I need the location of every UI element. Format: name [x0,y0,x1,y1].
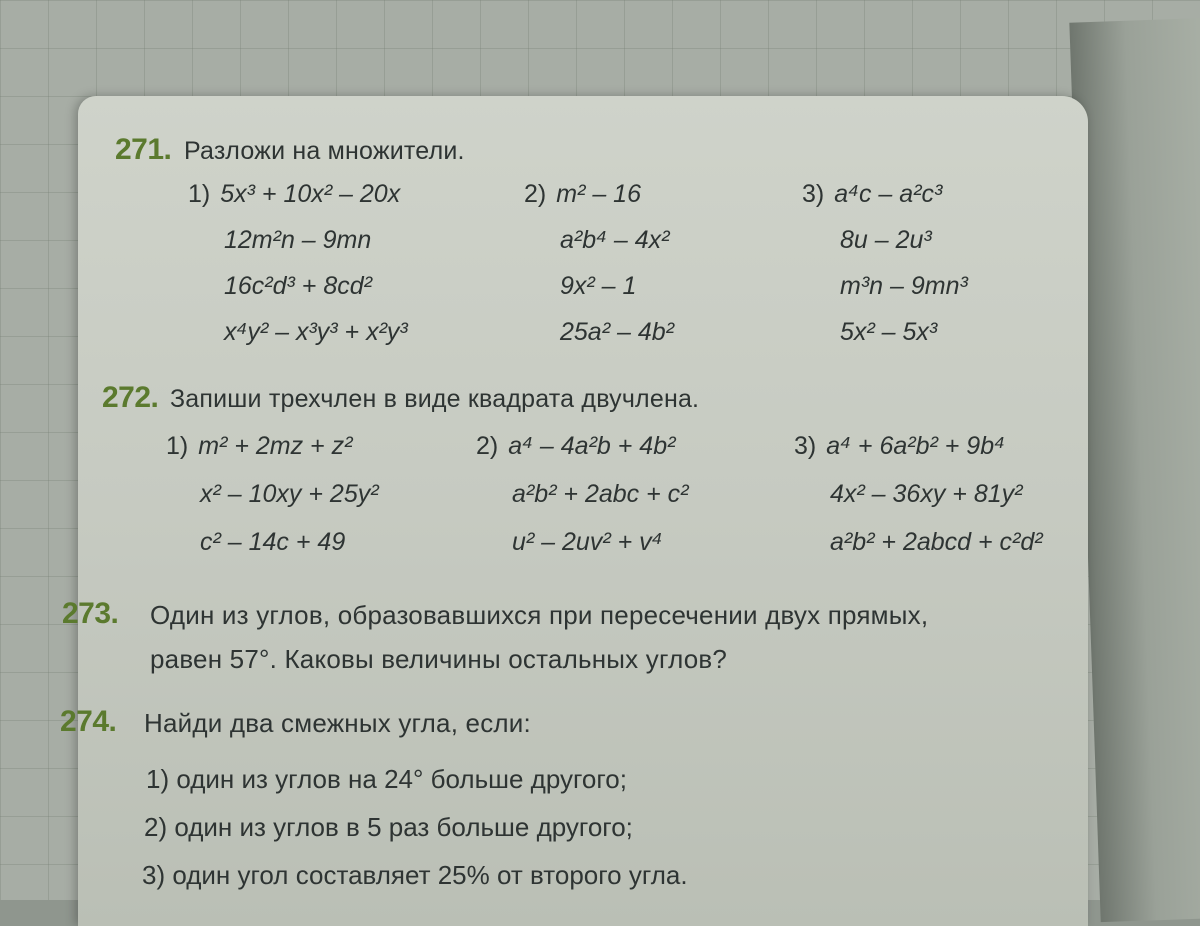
expression: a²b² + 2abc + c² [512,480,689,508]
expression: 2) a⁴ – 4a²b + 4b² [476,432,676,460]
problem-task: Запиши трехчлен в виде квадрата двучлена. [170,385,700,413]
expression: 16c²d³ + 8cd² [224,272,372,300]
expression: 1) 5x³ + 10x² – 20x [188,180,401,208]
problem-task: Разложи на множители. [184,137,465,165]
problem-text-line: равен 57°. Каковы величины остальных углов? [150,644,728,674]
expression: 4x² – 36xy + 81y² [830,480,1023,508]
expression: m³n – 9mn³ [840,272,968,300]
problem-number: 273. [62,597,119,630]
expression: 9x² – 1 [560,272,637,300]
expression: u² – 2uv² + v⁴ [512,528,663,556]
expression: 2) m² – 16 [524,180,641,208]
expression: x² – 10xy + 25y² [200,480,379,508]
expression: a²b⁴ – 4x² [560,226,670,254]
expression: 1) m² + 2mz + z² [166,432,353,460]
textbook-page [60,96,1088,926]
expression: c² – 14c + 49 [200,528,346,556]
expression: 3) a⁴ + 6a²b² + 9b⁴ [794,432,1005,460]
problem-number: 274. [60,705,117,738]
expression: 8u – 2u³ [840,226,932,254]
problem-task: Найди два смежных угла, если: [144,708,531,738]
problem-number: 272. [102,381,159,414]
subitem: 1) один из углов на 24° больше другого; [146,764,627,794]
expression: a²b² + 2abcd + c²d² [830,528,1043,556]
subitem: 3) один угол составляет 25% от второго угла. [142,860,688,890]
expression: 3) a⁴c – a²c³ [802,180,943,208]
expression: 25a² – 4b² [560,318,674,346]
problem-text-line: Один из углов, образовавшихся при пересечении двух прямых, [150,600,929,630]
subitem: 2) один из углов в 5 раз больше другого; [144,812,633,842]
expression: x⁴y² – x³y³ + x²y³ [224,318,408,346]
expression: 5x² – 5x³ [840,318,938,346]
expression: 12m²n – 9mn [224,226,372,254]
problem-number: 271. [115,133,172,166]
